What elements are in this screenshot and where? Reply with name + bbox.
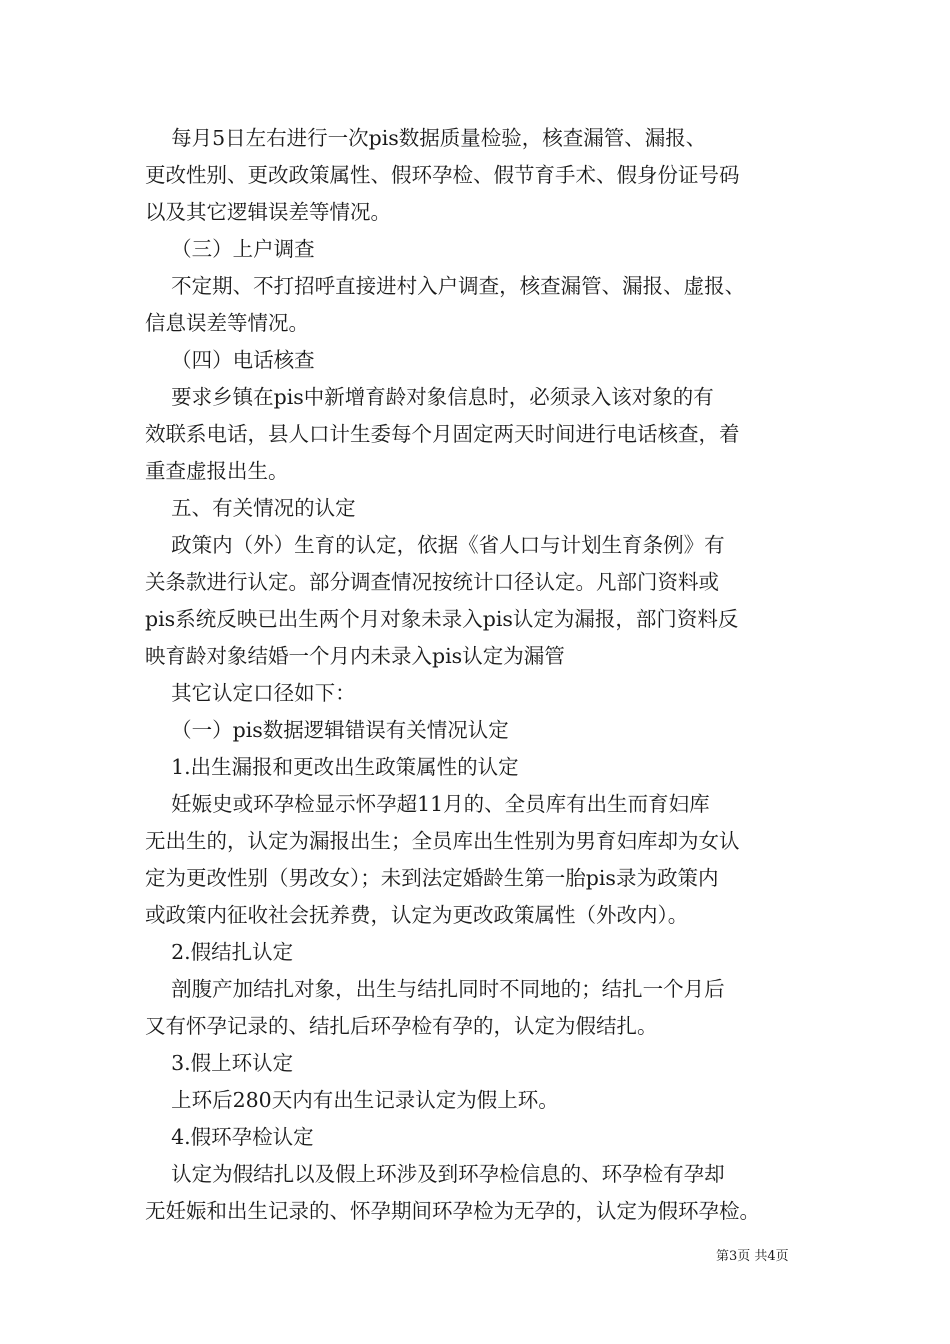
text-line: 每月5日左右进行一次pis数据质量检验，核查漏管、漏报、 — [145, 126, 707, 150]
text-line: 剖腹产加结扎对象，出生与结扎同时不同地的；结扎一个月后 — [145, 977, 725, 1001]
section-heading: （三）上户调查 — [145, 237, 315, 261]
text-line: 又有怀孕记录的、结扎后环孕检有孕的，认定为假结扎。 — [145, 1014, 658, 1038]
text-line: 认定为假结扎以及假上环涉及到环孕检信息的、环孕检有孕却 — [145, 1162, 725, 1186]
section-heading: 1.出生漏报和更改出生政策属性的认定 — [145, 755, 519, 779]
text-line: 信息误差等情况。 — [145, 311, 309, 335]
text-line: 定为更改性别（男改女）；未到法定婚龄生第一胎pis录为政策内 — [145, 866, 719, 890]
section-heading: 2.假结扎认定 — [145, 940, 294, 964]
text-line: 关条款进行认定。部分调查情况按统计口径认定。凡部门资料或 — [145, 570, 719, 594]
text-line: 无出生的，认定为漏报出生；全员库出生性别为男育妇库却为女认 — [145, 829, 740, 853]
text-line: 重查虚报出生。 — [145, 459, 289, 483]
text-line: 要求乡镇在pis中新增育龄对象信息时，必须录入该对象的有 — [145, 385, 714, 409]
text-line: 映育龄对象结婚一个月内未录入pis认定为漏管 — [145, 644, 565, 668]
text-line: 不定期、不打招呼直接进村入户调查，核查漏管、漏报、虚报、 — [145, 274, 746, 298]
text-line: 妊娠史或环孕检显示怀孕超11月的、全员库有出生而育妇库 — [145, 792, 710, 816]
page-footer: 第3页 共4页 — [716, 1249, 789, 1264]
text-line: pis系统反映已出生两个月对象未录入pis认定为漏报，部门资料反 — [145, 607, 739, 631]
section-heading: 3.假上环认定 — [145, 1051, 294, 1075]
section-heading: 4.假环孕检认定 — [145, 1125, 314, 1149]
text-line: 更改性别、更改政策属性、假环孕检、假节育手术、假身份证号码 — [145, 163, 740, 187]
text-line: 无妊娠和出生记录的、怀孕期间环孕检为无孕的，认定为假环孕检。 — [145, 1199, 760, 1223]
section-heading: （一）pis数据逻辑错误有关情况认定 — [145, 718, 509, 742]
text-line: 或政策内征收社会抚养费，认定为更改政策属性（外改内）。 — [145, 903, 689, 927]
section-heading: 五、有关情况的认定 — [145, 496, 356, 520]
text-line: 其它认定口径如下： — [145, 681, 356, 705]
text-line: 政策内（外）生育的认定，依据《省人口与计划生育条例》有 — [145, 533, 725, 557]
section-heading: （四）电话核查 — [145, 348, 315, 372]
text-line: 以及其它逻辑误差等情况。 — [145, 200, 391, 224]
text-line: 上环后280天内有出生记录认定为假上环。 — [145, 1088, 559, 1112]
text-line: 效联系电话，县人口计生委每个月固定两天时间进行电话核查，着 — [145, 422, 740, 446]
